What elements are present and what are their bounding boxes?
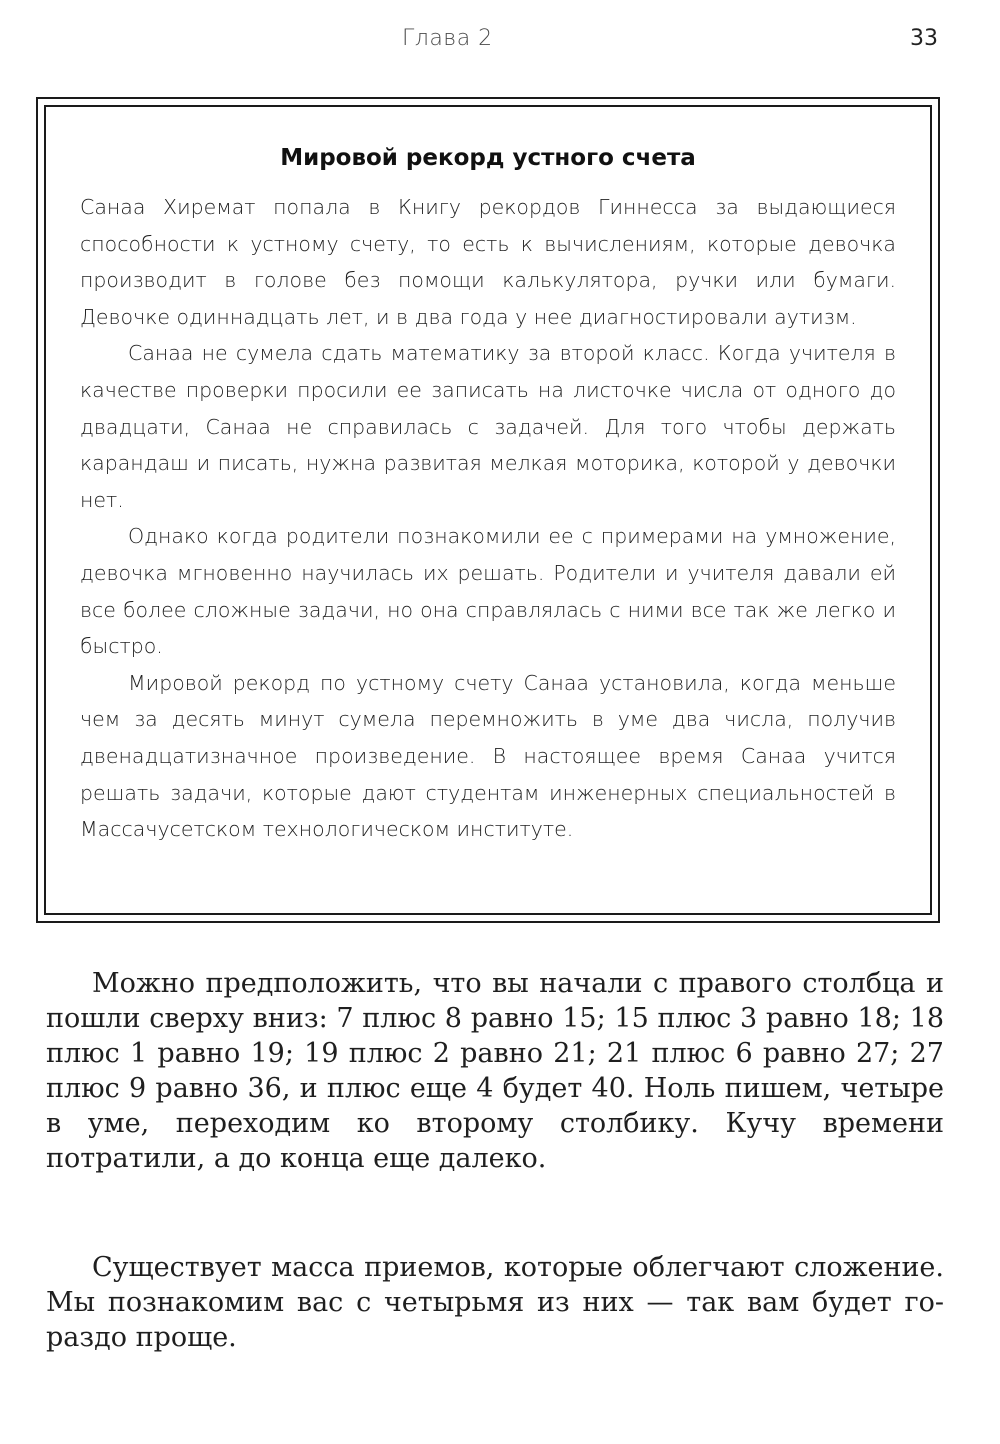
sidebar-paragraph-2: Санаа не сумела сдать математику за второй класс. Когда учителя в качестве проверки просили ее записать на листочке числа от одного до двадцати, Санаа не справилась с задачей. Для того чтобы держать карандаш и писать, нужна развитая мелкая моторика, которой у девочки нет. (80, 341, 896, 512)
body-paragraph-1: Можно предположить, что вы начали с правого столбца и пошли сверху вниз: 7 плюс 8 равно 15; 15 плюс 3 равно 18; 18 плюс 1 равно 19; 19 плюс 2 равно 21; 21 плюс 6 равно 27; 27 плюс 9 равно 36, и плюс еще 4 будет 40. Ноль пишем, четыре в уме, переходим ко второму столбику. Кучу времени потратили, а до конца еще далеко. (46, 968, 944, 1174)
sidebar-paragraph-4: Мировой рекорд по устному счету Санаа установила, когда меньше чем за десять минут сумела перемножить в уме два числа, получив двенадцатизначное произведение. В настоящее время Санаа учится решать задачи, которые дают студентам инженерных специальностей в Массачусетском технологическом институте. (80, 670, 896, 842)
running-header-chapter: Глава 2 (402, 26, 493, 51)
sidebar-inner-frame (44, 105, 932, 915)
page-number: 33 (910, 26, 938, 51)
body-paragraph-2: Существует масса приемов, которые облегчают сложение. Мы познакомим вас с четырьмя из них — так вам будет гораздо проще. (46, 1252, 944, 1353)
sidebar-title: Мировой рекорд устного счета (280, 145, 696, 171)
sidebar-paragraph-3: Однако когда родители познакомили ее с примерами на умножение, девочка мгновенно научилась их решать. Родители и учителя давали ей все более сложные задачи, но она справлялась с ними все так же легко и быстро. (80, 524, 896, 659)
sidebar-frame (36, 97, 940, 923)
sidebar-paragraph-1: Санаа Хиремат попала в Книгу рекордов Гиннесса за выдающиеся способности к устному счету, то есть к вычислениям, которые девочка производит в голове без помощи калькулятора, ручки или бумаги. Девочке одиннадцать лет, и в два года у нее диагностировали аутизм. (80, 195, 896, 329)
